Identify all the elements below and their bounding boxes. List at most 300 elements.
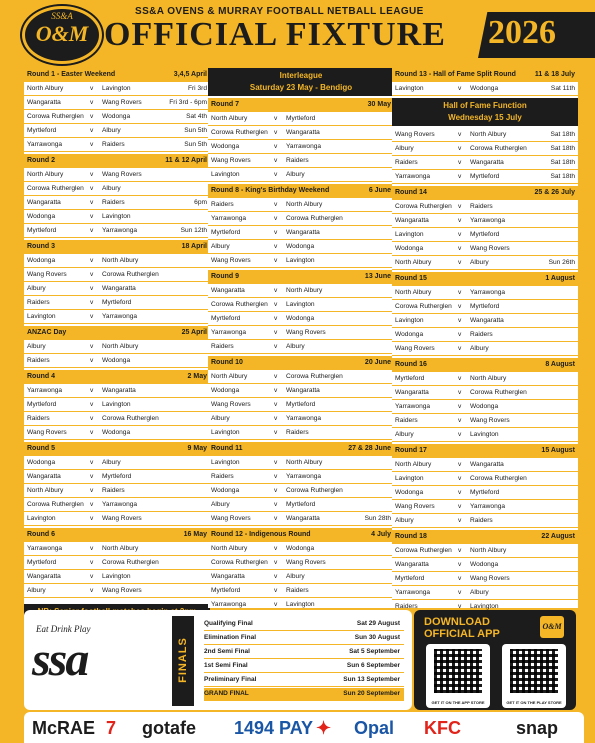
match-row [208, 384, 394, 398]
finals-row [204, 646, 404, 659]
away-team: Yarrawonga [470, 217, 506, 224]
match-row [208, 584, 394, 598]
away-team: North Albury [102, 343, 139, 350]
year: 2026 [488, 14, 556, 51]
play-store-qr[interactable] [502, 644, 566, 708]
sponsor-logo: KFC [424, 718, 461, 738]
home-team: Lavington [211, 171, 240, 178]
finals-row [204, 618, 404, 631]
finals-label-text: FINALS [177, 637, 189, 683]
versus-label: v [90, 213, 94, 220]
finals-name: Qualifying Final [204, 620, 253, 627]
home-team: Lavington [211, 429, 240, 436]
round-13-continued [392, 128, 578, 184]
versus-label: v [90, 343, 94, 350]
match-note: Sat 11th [550, 85, 575, 92]
match-row [24, 340, 210, 354]
home-team: Albury [211, 415, 230, 422]
away-team: Wang Rovers [470, 417, 510, 424]
away-team: Wodonga [102, 429, 131, 436]
round-block [392, 272, 578, 356]
match-row [392, 214, 578, 228]
match-row [208, 212, 394, 226]
versus-label: v [90, 401, 94, 408]
away-team: Corowa Rutherglen [102, 559, 159, 566]
away-team: North Albury [470, 375, 507, 382]
match-row [392, 328, 578, 342]
match-note: Sat 18th [550, 131, 575, 138]
round-date: 2 May [187, 373, 207, 380]
app-logo-icon: O&M [540, 616, 564, 638]
versus-label: v [90, 185, 94, 192]
round-title: Round 18 [395, 533, 427, 540]
finals-date: Sun 20 September [343, 690, 400, 697]
fixture-column-2 [208, 68, 394, 608]
away-team: Myrtleford [470, 489, 500, 496]
away-team: Wodonga [286, 315, 315, 322]
ssa-logo: ssa [32, 633, 88, 686]
versus-label: v [90, 515, 94, 522]
match-row [208, 340, 394, 354]
round-header [24, 240, 210, 254]
away-team: Wang Rovers [102, 171, 142, 178]
finals-date: Sat 29 August [356, 620, 400, 627]
match-note: Fri 3rd - 6pm [169, 99, 207, 106]
match-row [24, 412, 210, 426]
away-team: Albury [286, 343, 305, 350]
away-team: Lavington [102, 85, 131, 92]
away-team: Yarrawonga [102, 227, 138, 234]
round-header [24, 528, 210, 542]
match-row [24, 124, 210, 138]
sponsor-logo: McRAE [32, 718, 96, 738]
logo-ssa-text: SS&A [51, 11, 73, 21]
round-date: 3,4,5 April [173, 71, 207, 78]
match-row [208, 570, 394, 584]
match-row [392, 256, 578, 270]
match-row [392, 500, 578, 514]
versus-label: v [458, 259, 462, 266]
home-team: Yarrawonga [211, 329, 247, 336]
away-team: North Albury [286, 287, 323, 294]
round-date: 30 May [367, 101, 391, 108]
away-team: Raiders [470, 331, 493, 338]
versus-label: v [274, 287, 278, 294]
match-row [208, 126, 394, 140]
round-block [24, 528, 210, 598]
away-team: Myrtleford [286, 501, 316, 508]
round-date: 11 & 12 April [165, 157, 207, 164]
versus-label: v [458, 461, 462, 468]
home-team: Wang Rovers [395, 345, 435, 352]
versus-label: v [90, 313, 94, 320]
round-header [24, 442, 210, 456]
versus-label: v [90, 285, 94, 292]
home-team: Yarrawonga [395, 403, 431, 410]
round-date: 25 April [181, 329, 207, 336]
home-team: Yarrawonga [211, 215, 247, 222]
away-team: Wangaratta [286, 129, 320, 136]
match-row [392, 300, 578, 314]
home-team: Albury [395, 517, 414, 524]
match-row [24, 512, 210, 526]
match-row [24, 254, 210, 268]
round-block [208, 184, 394, 268]
round-header [392, 186, 578, 200]
round-block [208, 270, 394, 354]
home-team: Corowa Rutherglen [27, 113, 84, 120]
home-team: Wang Rovers [211, 515, 251, 522]
om-logo [22, 6, 102, 64]
match-row [24, 282, 210, 296]
versus-label: v [90, 573, 94, 580]
home-team: Wodonga [211, 143, 240, 150]
home-team: Raiders [395, 159, 418, 166]
round-title: Round 9 [211, 273, 239, 280]
interleague-date: Saturday 23 May - Bendigo [249, 83, 353, 92]
round-header [208, 270, 394, 284]
versus-label: v [274, 473, 278, 480]
match-row [208, 284, 394, 298]
finals-row [204, 632, 404, 645]
match-row [392, 458, 578, 472]
away-team: Yarrawonga [470, 289, 506, 296]
home-team: Yarrawonga [211, 601, 247, 608]
versus-label: v [274, 573, 278, 580]
away-team: Albury [470, 259, 489, 266]
play-store-label: GET IT ON THE PLAY STORE [506, 700, 562, 705]
away-team: Yarrawonga [286, 415, 322, 422]
sponsor-logo: Opal [354, 718, 395, 738]
home-team: Yarrawonga [395, 589, 431, 596]
versus-label: v [90, 171, 94, 178]
match-row [24, 542, 210, 556]
versus-label: v [458, 503, 462, 510]
home-team: Corowa Rutherglen [27, 185, 84, 192]
round-title: Round 13 - Hall of Fame Split Round [395, 71, 516, 78]
versus-label: v [90, 387, 94, 394]
away-team: Corowa Rutherglen [286, 215, 343, 222]
round-title: Round 17 [395, 447, 427, 454]
match-row [392, 242, 578, 256]
versus-label: v [274, 301, 278, 308]
versus-label: v [458, 475, 462, 482]
round-title: Round 11 [211, 445, 243, 452]
match-row [392, 586, 578, 600]
match-row [208, 198, 394, 212]
home-team: North Albury [27, 85, 64, 92]
away-team: Myrtleford [102, 473, 132, 480]
match-row [24, 182, 210, 196]
away-team: Wang Rovers [102, 515, 142, 522]
page-title: OFFICIAL FIXTURE [104, 16, 446, 53]
away-team: Raiders [470, 517, 493, 524]
round-block [392, 444, 578, 528]
home-team: Wangaratta [27, 199, 61, 206]
match-row [24, 570, 210, 584]
versus-label: v [458, 245, 462, 252]
match-row [208, 312, 394, 326]
versus-label: v [458, 517, 462, 524]
finals-label [172, 616, 194, 706]
match-row [392, 342, 578, 356]
match-row [392, 200, 578, 214]
versus-label: v [274, 215, 278, 222]
finals-name: GRAND FINAL [204, 690, 249, 697]
match-note: Sat 18th [550, 173, 575, 180]
finals-date: Sun 30 August [354, 634, 400, 641]
finals-name: Preliminary Final [204, 676, 257, 683]
away-team: Wodonga [102, 357, 131, 364]
away-team: North Albury [102, 257, 139, 264]
match-row [24, 110, 210, 124]
home-team: Albury [27, 343, 46, 350]
match-row [208, 112, 394, 126]
home-team: Myrtleford [395, 375, 425, 382]
versus-label: v [274, 201, 278, 208]
away-team: Yarrawonga [102, 501, 138, 508]
round-title: Round 8 - King's Birthday Weekend [211, 187, 330, 194]
match-note: Sun 28th [364, 515, 391, 522]
versus-label: v [458, 575, 462, 582]
round-block [24, 68, 210, 152]
versus-label: v [90, 227, 94, 234]
away-team: Wangaratta [286, 387, 320, 394]
versus-label: v [90, 415, 94, 422]
round-header [208, 184, 394, 198]
round-date: 11 & 18 July [534, 71, 575, 78]
versus-label: v [458, 547, 462, 554]
sponsor-bar [24, 712, 584, 743]
sponsor-logo: ✦ [316, 718, 332, 738]
away-team: Yarrawonga [286, 473, 322, 480]
away-team: Wangaratta [470, 461, 504, 468]
finals-name: Elimination Final [204, 634, 257, 641]
home-team: North Albury [211, 545, 248, 552]
home-team: Lavington [395, 85, 424, 92]
versus-label: v [90, 85, 94, 92]
match-note: Sat 18th [550, 159, 575, 166]
match-row [392, 414, 578, 428]
home-team: Myrtleford [27, 227, 57, 234]
versus-label: v [458, 145, 462, 152]
match-row [24, 268, 210, 282]
home-team: Wangaratta [27, 473, 61, 480]
versus-label: v [458, 131, 462, 138]
away-team: Lavington [286, 601, 315, 608]
app-title-line1: DOWNLOAD [424, 616, 490, 628]
home-team: Albury [211, 243, 230, 250]
match-row [208, 254, 394, 268]
match-note: Sun 26th [548, 259, 575, 266]
match-row [392, 572, 578, 586]
match-row [24, 384, 210, 398]
home-team: Lavington [395, 475, 424, 482]
round-header [24, 326, 210, 340]
versus-label: v [90, 141, 94, 148]
match-row [208, 370, 394, 384]
home-team: Raiders [395, 417, 418, 424]
versus-label: v [90, 257, 94, 264]
home-team: Albury [27, 285, 46, 292]
away-team: North Albury [102, 545, 139, 552]
finals-name: 2nd Semi Final [204, 648, 250, 655]
match-row [24, 498, 210, 512]
versus-label: v [274, 587, 278, 594]
fixture-column-3 [392, 68, 578, 608]
home-team: Corowa Rutherglen [27, 501, 84, 508]
home-team: Yarrawonga [27, 141, 63, 148]
versus-label: v [274, 401, 278, 408]
home-team: Lavington [27, 515, 56, 522]
away-team: Corowa Rutherglen [102, 271, 159, 278]
round-date: 13 June [364, 273, 391, 280]
versus-label: v [274, 601, 278, 608]
home-team: Yarrawonga [395, 173, 431, 180]
finals-date: Sun 6 September [346, 662, 400, 669]
away-team: Lavington [470, 431, 499, 438]
versus-label: v [274, 343, 278, 350]
versus-label: v [458, 389, 462, 396]
home-team: Wodonga [395, 245, 424, 252]
round-title: Round 1 - Easter Weekend [27, 71, 116, 78]
home-team: Wodonga [27, 459, 56, 466]
versus-label: v [274, 559, 278, 566]
away-team: Wangaratta [470, 317, 504, 324]
home-team: Raiders [211, 343, 234, 350]
match-row [392, 170, 578, 184]
home-team: Raiders [27, 357, 50, 364]
away-team: North Albury [286, 459, 323, 466]
match-row [24, 296, 210, 310]
app-store-qr[interactable] [426, 644, 490, 708]
versus-label: v [274, 387, 278, 394]
round-title: Round 3 [27, 243, 55, 250]
home-team: Corowa Rutherglen [211, 301, 268, 308]
away-team: Corowa Rutherglen [470, 475, 527, 482]
versus-label: v [458, 289, 462, 296]
away-team: Corowa Rutherglen [470, 145, 527, 152]
match-row [24, 398, 210, 412]
away-team: Raiders [470, 203, 493, 210]
round-block [392, 186, 578, 270]
home-team: Albury [395, 145, 414, 152]
match-row [392, 544, 578, 558]
home-team: Raiders [395, 603, 418, 610]
round-title: Round 10 [211, 359, 243, 366]
match-row [24, 556, 210, 570]
away-team: Lavington [102, 213, 131, 220]
round-header [392, 272, 578, 286]
home-team: Raiders [211, 201, 234, 208]
versus-label: v [458, 317, 462, 324]
away-team: Lavington [102, 573, 131, 580]
round-header [24, 370, 210, 384]
versus-label: v [274, 243, 278, 250]
home-team: Corowa Rutherglen [211, 559, 268, 566]
away-team: Yarrawonga [470, 503, 506, 510]
round-title: Round 12 - Indigenous Round [211, 531, 311, 538]
interleague-title: Interleague [279, 71, 323, 80]
away-team: Myrtleford [286, 401, 316, 408]
versus-label: v [274, 429, 278, 436]
home-team: North Albury [27, 171, 64, 178]
home-team: North Albury [395, 289, 432, 296]
versus-label: v [274, 315, 278, 322]
round-title: Round 14 [395, 189, 427, 196]
hof-title: Hall of Fame Function [443, 101, 527, 110]
ssa-tagline: Eat Drink Play [36, 624, 91, 634]
away-team: Wang Rovers [102, 587, 142, 594]
round-block [208, 442, 394, 526]
home-team: Raiders [27, 299, 50, 306]
home-team: Yarrawonga [27, 387, 63, 394]
match-note: Fri 3rd [187, 85, 207, 92]
versus-label: v [274, 373, 278, 380]
home-team: Wang Rovers [211, 401, 251, 408]
away-team: Myrtleford [470, 173, 500, 180]
match-row [24, 224, 210, 238]
home-team: Myrtleford [27, 127, 57, 134]
sponsor-logo: 7 [106, 718, 117, 738]
round-date: 6 June [368, 187, 391, 194]
away-team: Albury [102, 185, 121, 192]
home-team: Wodonga [27, 257, 56, 264]
round-date: 16 May [183, 531, 207, 538]
match-row [208, 412, 394, 426]
away-team: Albury [286, 573, 305, 580]
match-row [24, 470, 210, 484]
round-title: Round 7 [211, 101, 239, 108]
round-title: Round 2 [27, 157, 55, 164]
home-team: Lavington [395, 317, 424, 324]
app-store-label: GET IT ON THE APP STORE [431, 700, 485, 705]
home-team: Wangaratta [395, 561, 429, 568]
finals-row [204, 674, 404, 687]
away-team: Wodonga [470, 85, 499, 92]
away-team: North Albury [470, 131, 507, 138]
away-team: Raiders [286, 587, 309, 594]
league-name: SS&A OVENS & MURRAY FOOTBALL NETBALL LEAGUE [135, 6, 424, 17]
match-row [208, 326, 394, 340]
home-team: Lavington [211, 459, 240, 466]
away-team: Yarrawonga [286, 143, 322, 150]
interleague-banner [208, 68, 394, 96]
round-block [392, 358, 578, 442]
round-title: Round 6 [27, 531, 55, 538]
versus-label: v [274, 501, 278, 508]
home-team: North Albury [27, 487, 64, 494]
qr-code-icon [510, 649, 558, 693]
versus-label: v [274, 515, 278, 522]
versus-label: v [90, 357, 94, 364]
versus-label: v [458, 217, 462, 224]
versus-label: v [458, 331, 462, 338]
home-team: Yarrawonga [27, 545, 63, 552]
round-date: 9 May [187, 445, 207, 452]
match-row [24, 426, 210, 440]
away-team: North Albury [286, 201, 323, 208]
match-note: Sun 12th [180, 227, 207, 234]
away-team: Corowa Rutherglen [102, 415, 159, 422]
match-row [208, 398, 394, 412]
versus-label: v [90, 559, 94, 566]
away-team: Myrtleford [102, 299, 132, 306]
match-row [392, 472, 578, 486]
home-team: Corowa Rutherglen [395, 203, 452, 210]
app-download-panel [414, 610, 576, 710]
match-row [24, 456, 210, 470]
